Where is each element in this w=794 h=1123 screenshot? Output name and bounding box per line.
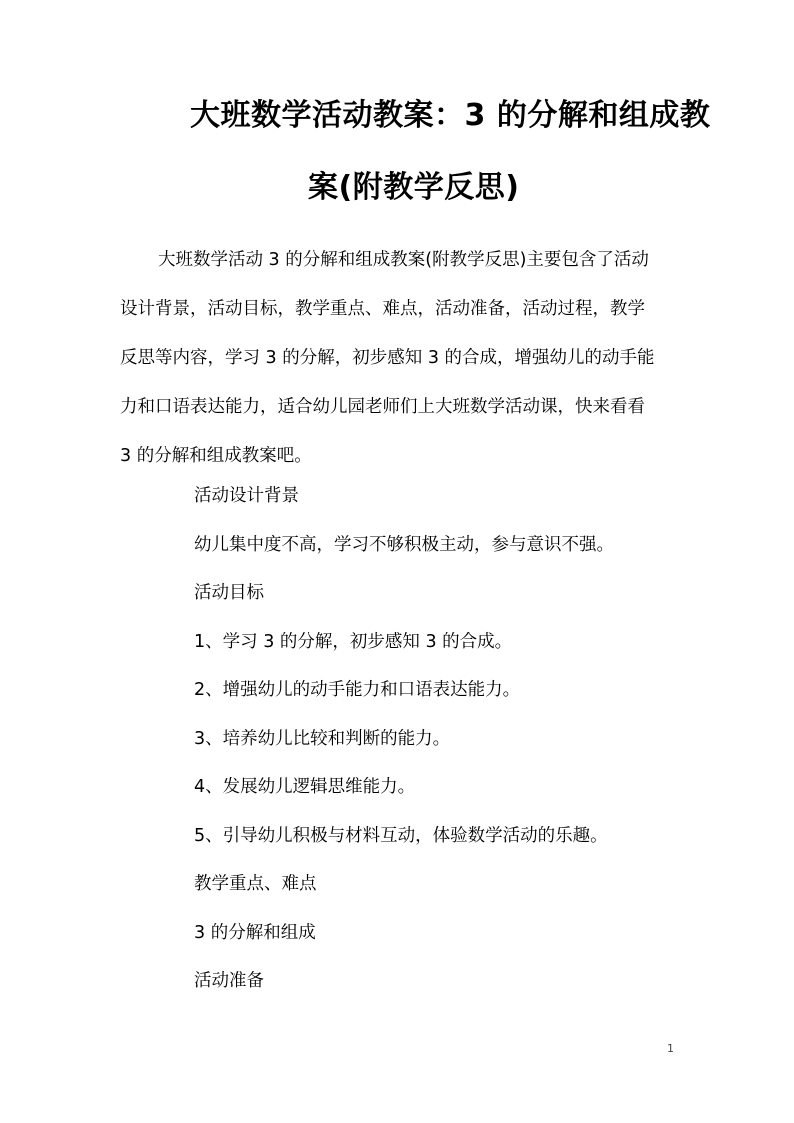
goals-heading: 活动目标	[194, 583, 264, 603]
goal-item: 3、培养幼儿比较和判断的能力。	[194, 729, 451, 749]
intro-line: 3 的分解和组成教案吧。	[120, 446, 312, 466]
goal-item: 2、增强幼儿的动手能力和口语表达能力。	[194, 680, 521, 700]
background-text: 幼儿集中度不高，学习不够积极主动，参与意识不强。	[194, 535, 614, 555]
goal-item: 4、发展幼儿逻辑思维能力。	[194, 777, 416, 797]
intro-line: 力和口语表达能力，适合幼儿园老师们上大班数学活动课，快来看看	[120, 397, 645, 417]
intro-line: 设计背景，活动目标，教学重点、难点，活动准备，活动过程，教学	[120, 299, 645, 319]
page-number: 1	[667, 1042, 674, 1055]
goal-item: 1、学习 3 的分解，初步感知 3 的合成。	[194, 632, 513, 652]
intro-line: 反思等内容，学习 3 的分解，初步感知 3 的合成，增强幼儿的动手能	[120, 348, 655, 368]
key-points-text: 3 的分解和组成	[194, 923, 316, 943]
document-title-line-2: 案(附教学反思)	[308, 170, 520, 205]
background-heading: 活动设计背景	[194, 486, 299, 506]
preparation-heading: 活动准备	[194, 971, 264, 991]
intro-paragraph	[120, 236, 676, 481]
key-points-heading: 教学重点、难点	[194, 874, 317, 894]
document-title-line-1: 大班数学活动教案：3 的分解和组成教	[190, 98, 711, 133]
intro-line: 大班数学活动 3 的分解和组成教案(附教学反思)主要包含了活动	[158, 250, 649, 270]
goal-item: 5、引导幼儿积极与材料互动，体验数学活动的乐趣。	[194, 826, 608, 846]
